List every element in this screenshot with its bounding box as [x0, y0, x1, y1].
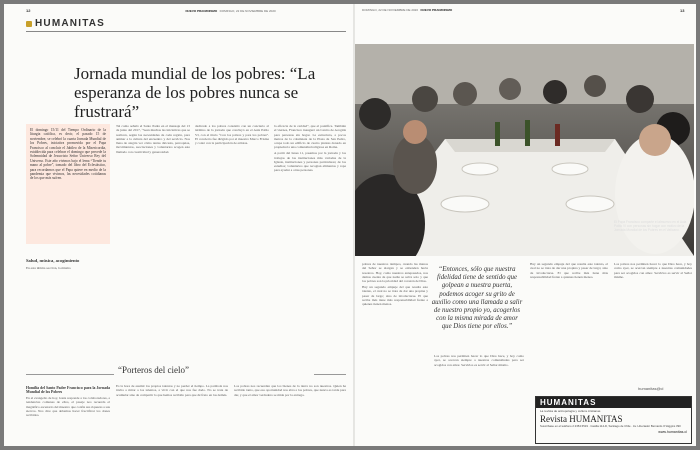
body-column-4: [274, 124, 346, 360]
column-heading: Homilía del Santo Padre Francisco para la Jornada Mundial de los Pobres: [26, 386, 110, 395]
article-signature: humanitas@cl: [638, 386, 664, 391]
paragraph: Hay un segundo empuje del que resulta este talento, el cual no se trata de dar una propina y pasar de largo; sino de involucrarse. El que recibe más tiene más responsabilidad frente a quienes tienen menos.: [530, 262, 608, 279]
ad-contact-lines: Suscríbase en el teléfono 2 2354 6519 · Casilla 114-D, Santiago de Chile · Av. Libertador Bernardo O’Higgins 390: [540, 424, 681, 428]
section-marker-icon: [26, 21, 32, 27]
section-label: HUMANITAS: [35, 18, 106, 29]
photo-caption: El Papa Francisco comparte el almuerzo en el Aula Pablo VI con personas sin hogar con motivo de la Jornada Mundial de los Pobres en el Vaticano.: [614, 220, 687, 232]
newspaper-spread: [4, 4, 696, 446]
paragraph: Tal como señaló el Santo Padre en el mensaje del 13 de junio del 2017, “Sean muchas las iniciativas que se realicen, según las necesidades de cada región, para animar a la cultura del encuentro y del servicio. Nos llena de alegría ver cómo tantas diócesis, parroquias, movimientos, asociaciones y voluntarios acogen este llamado con creatividad y generosidad.: [116, 124, 190, 154]
paragraph: Hay un segundo empuje del que resulta este talento, el cual no se trata de dar una propina y pasar de largo; sino de involucrarse. El que recibe más tiene más responsabilidad frente a quienes tienen menos.: [362, 284, 428, 307]
lede-after-text: En esta última sección, la misma: [26, 266, 71, 270]
paragraph: Los pobres nos permiten hacer lo que Dios hace, y hoy como ayer, se acercan siempre a nuestras comunidades para ser acogidos con amor. Servirlos es servir al Señor mismo.: [434, 354, 524, 367]
ad-title: Revista HUMANITAS: [540, 414, 623, 424]
ad-tagline: La revista de antropología y cultura cristianas: [540, 409, 601, 413]
right-column-3: [530, 262, 608, 390]
left-date: DOMINGO, 22 DE NOVIEMBRE DE 2020: [219, 9, 276, 13]
paragraph: A partir del lunes 11, pasamos por la jornada y los trabajos de las instituciones más variadas de la Iglesia, instituciones y personas particulares; de los estudios; voluntarios que recogían alimentos y ropa para ayudar a otras personas.: [274, 151, 346, 173]
paragraph: Los pobres nos recuerdan que los bienes de la tierra no son nuestros. Quien ha recibido tanto, que esa oportunidad nos abra a los pobres, que nunca es tarde para dar, y que el amor verdadero se mide por la entrega.: [234, 384, 346, 397]
right-page-number: 13: [680, 8, 685, 13]
ad-brand: HUMANITAS: [536, 397, 691, 408]
section-subtitle: “Porteros del cielo”: [114, 365, 314, 375]
left-publication-name: NUEVO PRANZNISMO: [185, 9, 218, 13]
body-column-3: [195, 124, 269, 360]
bottom-column-2: [116, 384, 228, 444]
paragraph: pobres de nuestros tiempos, cuando las manos del Señor se alargan y se extienden hacia nosotros. Hoy, como nuestros antepasados, nos damos cuenta de que nadie se salva solo y que los pobres son la prioridad del corazón de Dios.: [362, 262, 428, 284]
paragraph: la eficacia de la caridad”, que el pontífice. También el viernes, Francisco inauguró un Centro de Acogida para personas sin hogar. La estructura, a pocos metros de la columnata de la Plaza de San Pedro, ocupa todo un edificio de cuatro plantas donado en propiedad a una comunidad religiosa en Roma.: [274, 124, 346, 150]
paragraph: Es la hora de asumir los propios talentos y no perder el tiempo. La parábola nos invita a mirar a los talentos, a vivir con el que nos fue dado. No se trata de acumular sino de compartir lo que hemos recibido para que dé fruto en los demás.: [116, 384, 228, 397]
humanitas-advertisement: [535, 396, 692, 444]
lede-subheading: Salud, música, acogimiento: [26, 258, 80, 263]
paragraph: En el evangelio de hoy, Jesús responde a los colaboradores, a tendencias comunes de ellos, el pasaje nos recuerda el magnífico escenario del maestro que confía sus riquezas a sus siervos. Nos dice que debemos hacer fructificar los dones recibidos.: [26, 396, 110, 418]
bottom-column-3: [234, 384, 346, 444]
left-running-head: [26, 8, 276, 16]
right-page-number-wrap: [680, 8, 684, 16]
article-headline: Jornada mundial de los pobres: “La esperanza de los pobres nunca se frustrará”: [74, 64, 316, 121]
section-bar: [26, 18, 346, 32]
body-column-2: [116, 124, 190, 360]
right-publication-name: NUEVO PRANZNISMO: [420, 8, 453, 12]
right-column-2: [434, 354, 524, 442]
right-running-head: [362, 8, 452, 16]
ad-url: www.humanitas.cl: [658, 429, 687, 434]
right-column-4: [614, 262, 692, 382]
left-page-number: 12: [26, 8, 31, 13]
right-column-1: [362, 262, 428, 442]
right-date: DOMINGO, 22 DE NOVIEMBRE DE 2020: [362, 8, 419, 12]
lede-box: El domingo 15/11 del Tiempo Ordinario de la liturgia católica, es decir, el pasado 15 de noviembre, se celebró la cuarta Jornada Mundial de los Pobres, iniciativa promovida por el Papa Francisco al concluir el Jubileo de la Misericordia, establecida para celebrar el domingo que precede la Solemnidad de Jesucristo Señor Universo Rey del Universo. Este año vivimos bajo el lema “Tiende tu mano al pobre”, tomado del libro del Eclesiástico, para recordarnos que el Papa quiere en medio de la pandemia que vivimos, las necesidades cotidianas de los que más sufren.: [26, 124, 110, 244]
bottom-column-1: [26, 384, 110, 444]
paragraph: dedicado a los pobres consistió con un concierto al término de la jornada que concluyó en el Aula Pablo VI, con el título “Con los pobres y para los pobres”. El concierto fue dirigido por el maestro Marco Frisina y contó con la participación de artistas.: [195, 124, 269, 146]
paragraph: Los pobres nos permiten hacer lo que Dios hace, y hoy como ayer, se acercan siempre a nuestras comunidades para ser acogidos con amor. Servirlos es servir al Señor mismo.: [614, 262, 692, 279]
pull-quote: “Entonces, sólo que nuestra fidelidad tiene de sentido que golpean a nuestra puerta, podemos acoger su grito de auxilio como una llamada a salir de nuestro propio yo, acogerlos con la misma mirada de amor que Dios tiene por ellos.”: [431, 266, 523, 331]
